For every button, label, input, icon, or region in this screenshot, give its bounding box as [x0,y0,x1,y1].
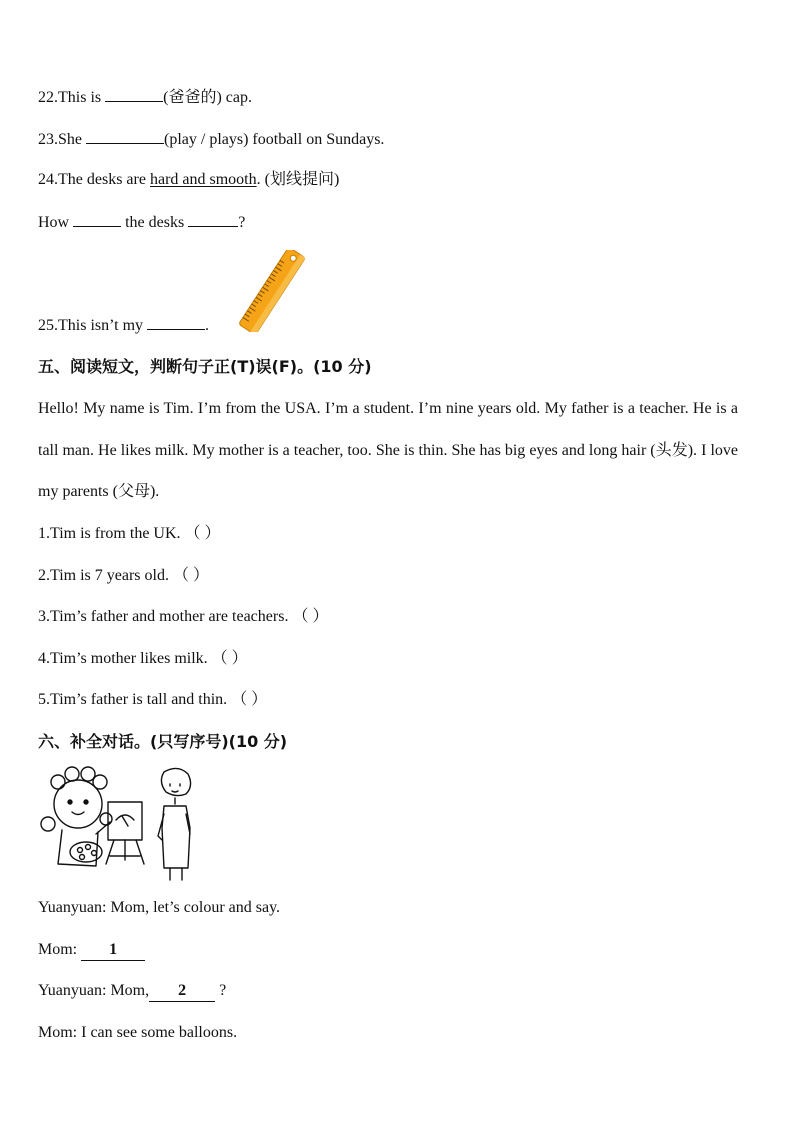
tf-item-4 [38,649,248,669]
question-24 [38,170,339,190]
tf-question: 5.Tim’s father is tall and thin. [38,691,232,708]
q25-text: 25.This isn’t my [38,317,148,334]
girl-painting-illustration [36,764,196,884]
dialogue-line-1 [38,898,280,918]
answer-blank[interactable] [105,87,163,102]
q22-text-after: (爸爸的) cap. [163,89,252,106]
dialogue-blank-1[interactable]: 1 [81,940,145,961]
question-23 [38,129,384,150]
answer-blank[interactable] [188,212,238,227]
question-25 [38,315,209,336]
reading-passage: Hello! My name is Tim. I’m from the USA. I’m a student. I’m nine years old. My father is a teacher. He is a tall man. He likes milk. My mother is a teacher, too. She is thin. She has big eyes and long hair (头发). I love my parents (父母). [38,400,738,500]
q23-text-after: (play / plays) football on Sundays. [164,131,385,148]
q24-text: 24.The desks are [38,171,150,188]
q24b-middle: the desks [121,214,189,231]
tf-question: 3.Tim’s father and mother are teachers. [38,608,293,625]
speaker-label: Yuanyuan: [38,899,107,916]
answer-parentheses[interactable]: （ ） [172,567,209,584]
q22-text: 22.This is [38,89,106,106]
q24b-how: How [38,214,74,231]
speaker-label: Mom: [38,941,78,958]
tf-item-5 [38,690,267,710]
tf-question: 2.Tim is 7 years old. [38,567,173,584]
answer-blank[interactable] [73,212,121,227]
tf-item-3 [38,607,328,627]
dialogue-line-3 [38,981,226,1002]
dialogue-text: I can see some balloons. [77,1024,238,1041]
dialogue-line-4 [38,1023,237,1043]
answer-blank[interactable] [86,129,164,144]
tf-question: 1.Tim is from the UK. [38,525,185,542]
q25-text-after: . [205,317,210,334]
underlined-phrase: hard and smooth [149,171,257,188]
section-5-heading: 五、阅读短文，判断句子正(T)误(F)。(10 分) [38,357,372,376]
answer-parentheses[interactable]: （ ） [292,608,329,625]
tf-item-1 [38,524,221,544]
answer-parentheses[interactable]: （ ） [231,691,268,708]
tf-item-2 [38,566,209,586]
dialogue-blank-2[interactable]: 2 [149,981,215,1002]
question-24-rewrite [38,212,245,233]
q24b-end: ? [238,214,246,231]
tf-question: 4.Tim’s mother likes milk. [38,650,212,667]
answer-parentheses[interactable]: （ ） [184,525,221,542]
q24-text-after: . (划线提问) [256,171,340,188]
question-22 [38,87,252,108]
dialogue-line-2 [38,940,145,961]
q23-text: 23.She [38,131,86,148]
answer-blank[interactable] [147,315,205,330]
ruler-icon [236,250,308,332]
answer-parentheses[interactable]: （ ） [211,650,248,667]
dialogue-text: Mom, let’s colour and say. [106,899,281,916]
speaker-label: Mom: [38,1024,78,1041]
speaker-label: Yuanyuan: [38,982,107,999]
dialogue-text-after: ? [215,982,227,999]
dialogue-text: Mom, [106,982,150,999]
section-6-heading: 六、补全对话。(只写序号)(10 分) [38,732,288,751]
